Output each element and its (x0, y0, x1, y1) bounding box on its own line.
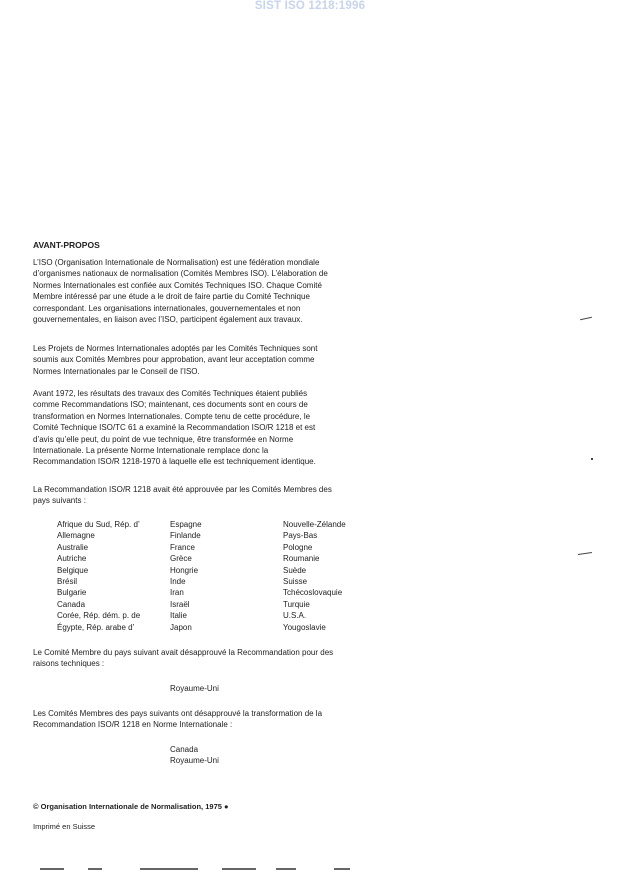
watermark: SIST ISO 1218:1996 (254, 0, 366, 12)
country-name: Finlande (170, 531, 201, 541)
scan-mark (40, 868, 64, 870)
country-column-1 (57, 519, 140, 633)
printed-in-note: Imprimé en Suisse (33, 822, 96, 831)
country-name: Italie (170, 611, 187, 621)
transformation-line: Les Comités Membres des pays suivants ont désapprouvé la transformation de la (33, 709, 323, 718)
paragraph-3-line: Recommandation ISO/R 1218-1970 à laquelle elle est techniquement identique. (33, 457, 316, 467)
country-name: Autriche (57, 554, 87, 564)
paragraph-3-line: Avant 1972, les résultats des travaux des Comités Techniques étaient publiés (33, 389, 308, 398)
scan-mark (88, 868, 102, 870)
paragraph-2-line: soumis aux Comités Membres pour approbation, avant leur acceptation comme (33, 355, 315, 365)
paragraph-2-line: Les Projets de Normes Internationales adoptés par les Comités Techniques sont (33, 344, 318, 353)
country-name: U.S.A. (283, 611, 307, 621)
scan-mark (222, 868, 256, 870)
country-column-3 (283, 519, 346, 633)
paragraph-4-line: La Recommandation ISO/R 1218 avait été approuvée par les Comités Membres des (33, 485, 332, 494)
country-name: Japon (170, 622, 192, 632)
country-name: France (170, 542, 195, 552)
transformation-line: Recommandation ISO/R 1218 en Norme Internationale : (33, 720, 233, 730)
paragraph-1-line: L’ISO (Organisation Internationale de Normalisation) est une fédération mondiale (33, 258, 320, 267)
country-name: Espagne (170, 520, 202, 529)
disapproval-line: Le Comité Membre du pays suivant avait désapprouvé la Recommandation pour des (33, 648, 334, 657)
country-name: Hongrie (170, 565, 199, 575)
country-name: Iran (170, 588, 184, 598)
country-name: Israël (170, 599, 190, 609)
paragraph-3-line: comme Recommandations ISO; maintenant, ces documents sont en cours de (33, 400, 308, 410)
disapproval-line: raisons techniques : (33, 659, 105, 669)
paragraph-4-line: pays suivants : (33, 496, 86, 506)
paragraph-1-line: d’organismes nationaux de normalisation (Comités Membres ISO). L’élaboration de (33, 269, 328, 279)
country-name: Suisse (283, 577, 308, 587)
country-name: Afrique du Sud, Rép. d’ (57, 520, 140, 529)
country-name: Corée, Rép. dém. p. de (57, 611, 141, 621)
scan-mark (578, 552, 592, 555)
country-name: Suède (283, 565, 307, 575)
country-name: Brésil (57, 577, 78, 587)
paragraph-2 (33, 343, 384, 377)
country-name: Égypte, Rép. arabe d’ (57, 622, 135, 632)
scan-mark (580, 317, 592, 320)
country-name: Bulgarie (57, 588, 87, 598)
paragraph-1-line: gouvernementales, en liaison avec l’ISO, participent également aux travaux. (33, 315, 303, 325)
country-name: Inde (170, 577, 186, 587)
paragraph-3-line: Internationale. La présente Norme Internationale remplace donc la (33, 446, 269, 456)
disapproval-country: Royaume-Uni (170, 684, 219, 693)
country-name: Tchécoslovaquie (283, 588, 343, 598)
copyright-notice: © Organisation Internationale de Normalisation, 1975 ● (33, 802, 229, 811)
country-name: Allemagne (57, 531, 95, 541)
country-name: Roumanie (283, 554, 320, 564)
paragraph-1-line: correspondant. Les organisations internationales, gouvernementales et non (33, 303, 301, 313)
paragraph-3-line: Comité Technique ISO/TC 61 a examiné la Recommandation ISO/R 1218 et est (33, 423, 316, 433)
country-name: Australie (57, 542, 89, 552)
disapproval-paragraph (33, 647, 384, 670)
paragraph-3-line: d’avis qu’elle peut, du point de vue technique, être transformée en Norme (33, 434, 294, 444)
paragraph-3 (33, 388, 384, 468)
country-name: Royaume-Uni (170, 756, 219, 766)
scan-mark (334, 868, 350, 870)
paragraph-1-line: Normes Internationales est confiée aux Comités Techniques ISO. Chaque Comité (33, 280, 322, 290)
country-column-2 (170, 519, 202, 633)
country-name: Grèce (170, 554, 192, 564)
paragraph-1 (33, 257, 384, 325)
section-heading: AVANT-PROPOS (33, 240, 100, 250)
paragraph-2-line: Normes Internationales par le Conseil de l’ISO. (33, 366, 200, 376)
country-name: Canada (170, 745, 199, 754)
country-name: Pologne (283, 542, 313, 552)
country-name: Belgique (57, 565, 89, 575)
country-name: Canada (57, 599, 86, 609)
country-name: Nouvelle-Zélande (283, 520, 346, 529)
transformation-countries (170, 744, 219, 767)
paragraph-1-line: Membre intéressé par une étude a le droit de faire partie du Comité Technique (33, 292, 310, 302)
transformation-paragraph (33, 708, 384, 731)
paragraph-4 (33, 484, 384, 507)
scan-mark (140, 868, 198, 870)
country-name: Pays-Bas (283, 531, 318, 541)
scan-mark (591, 458, 593, 460)
paragraph-3-line: transformation en Normes Internationales. Compte tenu de cette procédure, le (33, 411, 311, 421)
country-name: Turquie (283, 599, 310, 609)
scan-mark (276, 868, 296, 870)
country-name: Yougoslavie (283, 622, 326, 632)
